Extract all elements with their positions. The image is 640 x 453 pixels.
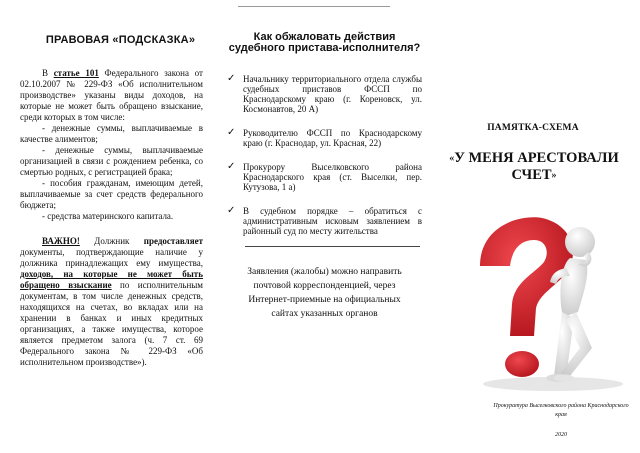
memo-label: ПАМЯТКА-СХЕМА	[487, 123, 579, 133]
important-text: документы, подтверждающие наличие у должника принадлежащих ему имущества,	[20, 247, 203, 268]
appeal-note: Заявления (жалобы) можно направить почтовой корреспонденцией, через Интернет-приемные на официальных сайтах указанных органов	[247, 267, 402, 319]
quote-open: «	[449, 153, 455, 165]
intro-text: Федерального закона от 02.10.2007 № 229-ФЗ «Об исполнительном производстве» указаны виды доходов, на которые не может быть обращено взыскание, среди которых в том числе:	[20, 68, 203, 122]
list-item	[227, 74, 422, 114]
important-bold: предоставляет	[143, 236, 203, 246]
intro-paragraph	[20, 68, 203, 123]
exempt-item: - пособия гражданам, имеющим детей, выплачиваемые за счет средств федерального бюджета;	[20, 178, 203, 210]
right-column	[426, 0, 640, 453]
important-label: ВАЖНО!	[42, 236, 80, 246]
appeal-options-list	[227, 74, 422, 236]
intro-prefix: В	[42, 68, 54, 78]
important-paragraph	[20, 236, 203, 368]
left-column	[0, 0, 213, 453]
cover-headline	[434, 150, 634, 184]
exempt-item: - средства материнского капитала.	[42, 211, 174, 221]
check-icon: ✓	[227, 161, 236, 172]
section-divider	[245, 246, 420, 247]
option-text: В судебном порядке – обратиться с административным исковым заявлением в районный суд по месту жительства	[243, 206, 422, 236]
middle-title: Как обжаловать действия судебного пристава-исполнителя?	[228, 31, 421, 54]
important-mid: Должник	[79, 236, 144, 246]
check-icon: ✓	[227, 205, 236, 216]
important-tail: по исполнительным документам, в том числе денежных средств, находящихся на счетах, во вкладах или на хранении в банках и иных кредитных организациях, а также имущества, которое является предметом залога (ч. 7 ст. 69 Федерального закона № 229-ФЗ «Об исполнительном производстве»).	[20, 280, 203, 367]
issue-year: 2020	[555, 432, 567, 438]
middle-column	[213, 0, 426, 453]
list-item	[227, 128, 422, 148]
question-mark-figure-icon	[458, 208, 638, 393]
option-text: Прокурору Выселковского района Краснодарского края (ст. Выселки, пер. Кутузова, 1 а)	[243, 162, 422, 192]
issuer-footer: Прокуратура Выселковского района Краснодарского края	[493, 403, 629, 418]
option-text: Руководителю ФССП по Краснодарскому краю (г. Краснодар, ул. Красная, 22)	[243, 128, 422, 148]
important-emphasis: доходов, на которые не может быть обращено взыскание	[20, 269, 203, 290]
left-title: ПРАВОВАЯ «ПОДСКАЗКА»	[45, 34, 196, 46]
option-text: Начальнику территориального отдела службы судебных приставов ФССП по Краснодарскому краю (г. Кореновск, ул. Космонавтов, 20 А)	[243, 74, 422, 114]
check-icon: ✓	[227, 127, 236, 138]
list-item	[227, 162, 422, 192]
law-article-link: статье 101	[53, 68, 99, 78]
headline-text: У МЕНЯ АРЕСТОВАЛИ СЧЕТ	[454, 150, 619, 184]
check-icon: ✓	[227, 73, 236, 84]
exempt-item: - денежные суммы, выплачиваемые организацией в связи с рождением ребенка, со смертью родных, с регистрацией брака;	[20, 145, 203, 177]
quote-close: »	[551, 170, 557, 182]
list-item	[227, 206, 422, 236]
exempt-item: - денежные суммы, выплачиваемые в качестве алиментов;	[20, 123, 203, 144]
